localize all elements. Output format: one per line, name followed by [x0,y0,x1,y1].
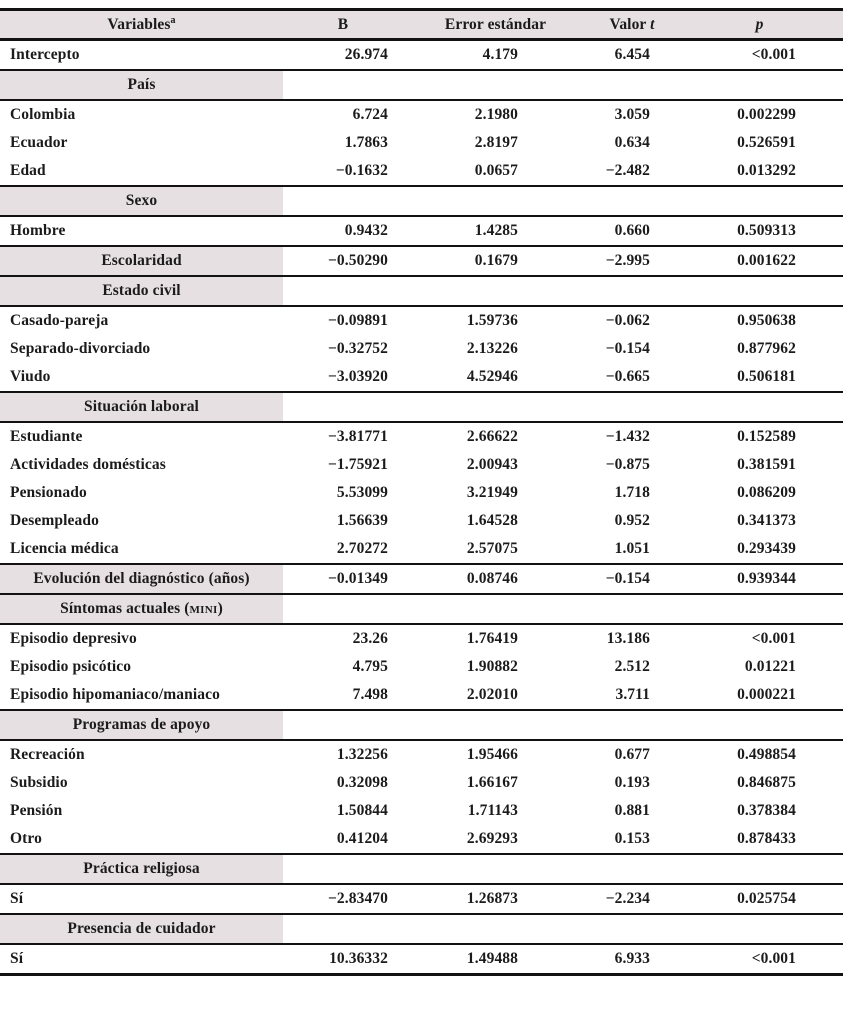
row-label: Casado-pareja [10,312,109,329]
valor-label: Valor [609,15,651,33]
table-body [0,40,843,975]
value-se: 1.4285 [403,216,588,246]
section-label: Práctica religiosa [0,854,283,884]
value-t: 0.881 [614,802,650,819]
value-b: 4.795 [352,658,388,675]
regression-table [0,8,843,976]
row-label: Edad [0,157,283,186]
row-label: Hombre [0,216,283,246]
value-se: 0.1679 [403,246,588,276]
value-se: 1.64528 [466,512,518,529]
section-row [0,276,843,306]
value-t: 13.186 [606,630,650,647]
value-se: 2.13226 [466,340,518,357]
col-header-b: B [283,10,403,40]
row-label: Sí [0,884,283,914]
row-label: Recreación [10,746,85,763]
value-b [283,276,403,306]
value-se [403,186,588,216]
value-t: 2.512 [614,658,650,675]
value-se [403,276,588,306]
row-label: Ecuador [10,134,68,151]
table-row [0,40,843,71]
value-b: −0.1632 [283,157,403,186]
table-row [0,451,843,479]
value-se: 4.179 [403,40,588,71]
section-row [0,392,843,422]
row-label: Subsidio [10,774,68,791]
value-se [403,594,588,624]
value-p [676,854,843,884]
row-label: Evolución del diagnóstico (años) [0,564,283,594]
value-p [676,186,843,216]
value-t: 0.677 [614,746,650,763]
value-b [283,854,403,884]
row-label: Episodio psicótico [10,658,132,675]
value-b: 0.32098 [336,774,388,791]
table-row [0,944,843,975]
value-b: 1.7863 [344,134,388,151]
value-t: −0.062 [605,312,650,329]
row-label: Separado-divorciado [10,340,151,357]
value-p: 0.509313 [676,216,843,246]
value-t: −2.995 [588,246,676,276]
value-p: 0.025754 [676,884,843,914]
value-se: 2.66622 [466,428,518,445]
value-p: <0.001 [676,40,843,71]
value-b [283,710,403,740]
value-b: 1.50844 [336,802,388,819]
value-t: 0.660 [588,216,676,246]
value-b: −0.50290 [283,246,403,276]
value-t: 6.454 [588,40,676,71]
section-row [0,854,843,884]
value-t: 3.711 [588,681,676,710]
value-t: −2.234 [588,884,676,914]
value-se [403,854,588,884]
row-label: Colombia [10,106,76,123]
value-t: 0.952 [614,512,650,529]
value-t [588,276,676,306]
table-row [0,422,843,451]
col-header-valor-t [588,10,676,40]
value-t [588,914,676,944]
value-p: <0.001 [751,630,796,647]
value-t [588,186,676,216]
header-row [0,10,843,40]
value-p: 0.293439 [676,535,843,564]
smallcaps-text: MINI [189,604,218,616]
value-se: 1.49488 [403,944,588,975]
col-header-variables-label: Variables [107,15,171,33]
section-label: Programas de apoyo [0,710,283,740]
section-label: Síntomas actuales (MINI) [0,594,283,624]
section-label: País [0,70,283,100]
section-label: Sexo [0,186,283,216]
value-b: −1.75921 [327,456,388,473]
table-row [0,129,843,157]
table-row [0,535,843,564]
table-row [0,797,843,825]
value-b: 7.498 [283,681,403,710]
value-b: −0.09891 [327,312,388,329]
value-se [403,392,588,422]
value-b: 26.974 [283,40,403,71]
value-p: 0.526591 [737,134,796,151]
table-row [0,884,843,914]
table-row [0,157,843,186]
table-row [0,769,843,797]
value-se: 2.00943 [466,456,518,473]
value-t: 6.933 [588,944,676,975]
section-row [0,594,843,624]
value-b: 6.724 [352,106,388,123]
row-label: Intercepto [0,40,283,71]
table-row [0,825,843,854]
value-se [403,710,588,740]
value-se: 3.21949 [466,484,518,501]
table-row [0,363,843,392]
value-p: 0.000221 [676,681,843,710]
value-b: −0.01349 [283,564,403,594]
table-row [0,507,843,535]
row-label: Episodio hipomaniaco/maniaco [0,681,283,710]
table-row [0,681,843,710]
value-se [403,70,588,100]
value-b: 23.26 [352,630,388,647]
value-t [588,854,676,884]
value-p: 0.013292 [676,157,843,186]
section-row [0,70,843,100]
value-p [676,70,843,100]
value-p: 0.152589 [737,428,796,445]
row-label: Estudiante [10,428,83,445]
row-label: Episodio depresivo [10,630,137,647]
row-label: Actividades domésticas [10,456,166,473]
value-p: 0.001622 [676,246,843,276]
value-b: 5.53099 [336,484,388,501]
value-se: 1.59736 [466,312,518,329]
value-b: 2.70272 [283,535,403,564]
row-label: Otro [0,825,283,854]
table-header [0,10,843,40]
table-row [0,335,843,363]
section-row [0,710,843,740]
value-t [588,710,676,740]
variables-footnote-marker: a [170,14,176,26]
value-b: −3.03920 [283,363,403,392]
value-se: 1.66167 [466,774,518,791]
value-p: 0.01221 [744,658,796,675]
row-label: Desempleado [10,512,99,529]
value-t: 1.051 [588,535,676,564]
table-row [0,653,843,681]
value-se: 1.76419 [466,630,518,647]
value-b [283,392,403,422]
value-t: −1.432 [605,428,650,445]
value-t: −0.154 [605,340,650,357]
value-p: 0.878433 [676,825,843,854]
value-se: 1.95466 [466,746,518,763]
value-b: 0.41204 [283,825,403,854]
value-se: 1.90882 [466,658,518,675]
value-t [588,70,676,100]
value-t: −0.154 [588,564,676,594]
t-symbol: t [650,15,655,33]
table-row [0,246,843,276]
section-row [0,186,843,216]
value-p [676,276,843,306]
value-p: 0.506181 [676,363,843,392]
row-label: Escolaridad [0,246,283,276]
value-b: −2.83470 [283,884,403,914]
section-label: Estado civil [0,276,283,306]
value-b [283,914,403,944]
value-p [676,914,843,944]
value-p: <0.001 [676,944,843,975]
value-p: 0.381591 [737,456,796,473]
value-se: 2.57075 [403,535,588,564]
value-t [588,392,676,422]
value-p: 0.378384 [737,802,796,819]
section-label: Presencia de cuidador [0,914,283,944]
value-p: 0.877962 [737,340,796,357]
row-label: Pensión [10,802,63,819]
value-p: 0.950638 [737,312,796,329]
value-b [283,594,403,624]
value-p [676,710,843,740]
value-se: 4.52946 [403,363,588,392]
table-row [0,740,843,769]
section-row [0,914,843,944]
table-row [0,564,843,594]
value-p [676,392,843,422]
value-t: 0.193 [614,774,650,791]
col-header-error-estandar: Error estándar [403,10,588,40]
section-label: Situación laboral [0,392,283,422]
value-p [676,594,843,624]
value-b [283,186,403,216]
table-row [0,624,843,653]
value-t: 0.634 [614,134,650,151]
value-b: −0.32752 [327,340,388,357]
value-se [403,914,588,944]
table-row [0,100,843,129]
row-label: Viudo [0,363,283,392]
value-se: 2.8197 [474,134,518,151]
row-label: Sí [0,944,283,975]
value-t [588,594,676,624]
value-t: 1.718 [614,484,650,501]
value-p: 0.846875 [737,774,796,791]
table-row [0,306,843,335]
value-p: 0.002299 [737,106,796,123]
value-b: 0.9432 [283,216,403,246]
value-t: −0.875 [605,456,650,473]
value-se: 2.02010 [403,681,588,710]
value-b: 1.56639 [336,512,388,529]
value-se: 2.69293 [403,825,588,854]
table-row [0,479,843,507]
value-p: 0.939344 [676,564,843,594]
value-se: 1.26873 [403,884,588,914]
col-header-variables [0,10,283,40]
row-label: Pensionado [10,484,87,501]
value-t: −0.665 [588,363,676,392]
value-b [283,70,403,100]
value-se: 2.1980 [474,106,518,123]
value-se: 0.08746 [403,564,588,594]
row-label: Licencia médica [0,535,283,564]
col-header-p: p [676,10,843,40]
value-se: 0.0657 [403,157,588,186]
value-b: −3.81771 [327,428,388,445]
table-row [0,216,843,246]
value-t: 0.153 [588,825,676,854]
value-p: 0.086209 [737,484,796,501]
value-t: −2.482 [588,157,676,186]
value-se: 1.71143 [467,802,518,819]
value-p: 0.498854 [737,746,796,763]
value-b: 10.36332 [283,944,403,975]
value-b: 1.32256 [336,746,388,763]
value-p: 0.341373 [737,512,796,529]
value-t: 3.059 [614,106,650,123]
